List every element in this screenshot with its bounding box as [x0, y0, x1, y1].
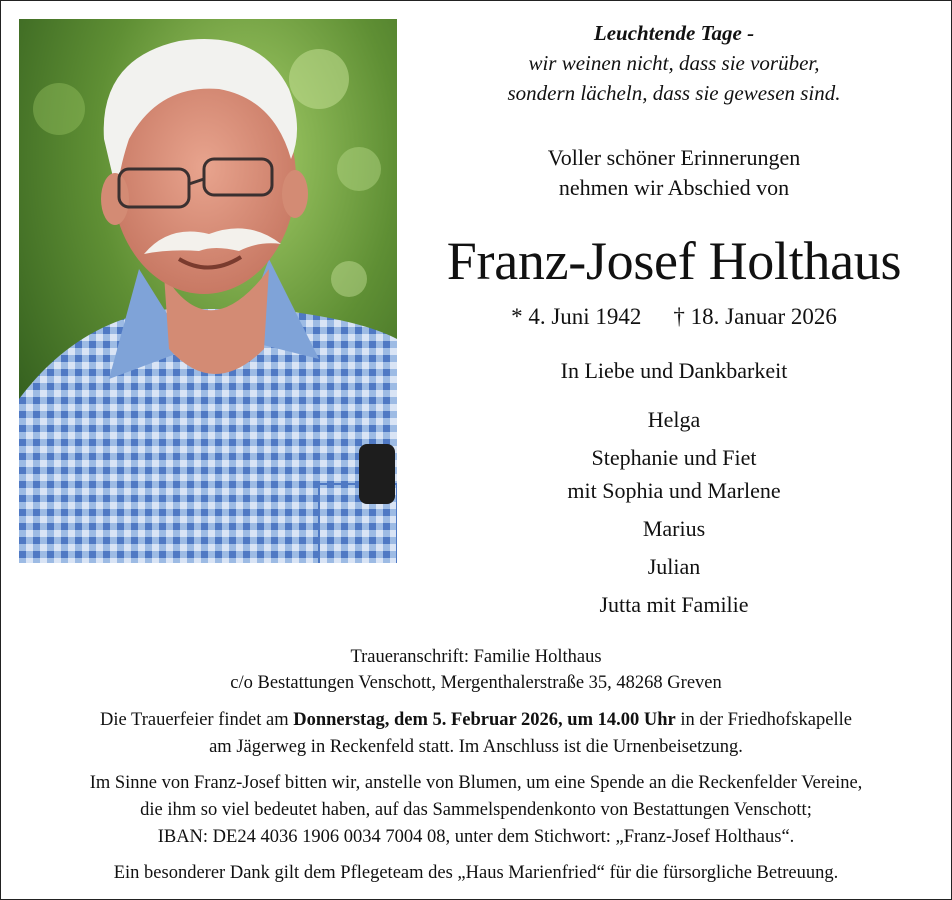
address-line-2: c/o Bestattungen Venschott, Mergenthalerstraße 35, 48268 Greven [230, 673, 722, 693]
mourners-list [414, 403, 934, 621]
death-date: † 18. Januar 2026 [673, 304, 837, 329]
poem-title: Leuchtende Tage - [593, 21, 755, 45]
mourning-address [0, 644, 952, 696]
thanks-note: Ein besonderer Dank gilt dem Pflegeteam des „Haus Marienfried“ für die fürsorgliche Betreuung. [113, 863, 839, 883]
donation-line-3: IBAN: DE24 4036 1906 0034 7004 08, unter dem Stichwort: „Franz-Josef Holthaus“. [157, 827, 795, 847]
life-dates [414, 302, 934, 332]
portrait-illustration [19, 19, 397, 563]
deceased-name: Franz-Josef Holthaus [446, 231, 902, 291]
ceremony-line-1 [0, 707, 952, 734]
donation-notice [0, 770, 952, 851]
ceremony-line-2: am Jägerweg in Reckenfeld statt. Im Anschluss ist die Urnenbeisetzung. [209, 737, 743, 757]
mourner: Jutta mit Familie [599, 592, 749, 617]
mourner: Marius [642, 516, 706, 541]
intro-line-1: Voller schöner Erinnerungen [547, 145, 801, 170]
ceremony-date: Donnerstag, dem 5. Februar 2026, um 14.00 Uhr [293, 710, 676, 730]
ceremony-post: in der Friedhofskapelle [675, 710, 852, 730]
farewell-intro [414, 143, 934, 203]
ceremony-pre: Die Trauerfeier findet am [100, 710, 294, 730]
closing-phrase: In Liebe und Dankbarkeit [560, 358, 788, 383]
poem-line-1: wir weinen nicht, dass sie vorüber, [528, 51, 820, 75]
mourner: Stephanie und Fiet [591, 445, 757, 470]
ceremony-notice [0, 707, 952, 761]
birth-date: * 4. Juni 1942 [511, 304, 642, 329]
intro-line-2: nehmen wir Abschied von [558, 175, 790, 200]
donation-line-2: die ihm so viel bedeutet haben, auf das Sammelspendenkonto von Bestattungen Venschott; [140, 800, 812, 820]
mourner: Julian [647, 554, 701, 579]
donation-line-1: Im Sinne von Franz-Josef bitten wir, anstelle von Blumen, um eine Spende an die Reckenfelder Vereine, [89, 773, 863, 793]
portrait-photo [19, 19, 397, 563]
poem [414, 18, 934, 108]
address-line-1: Traueranschrift: Familie Holthaus [350, 647, 602, 667]
mourner: Helga [647, 407, 701, 432]
mourner: mit Sophia und Marlene [567, 478, 781, 503]
poem-line-2: sondern lächeln, dass sie gewesen sind. [507, 81, 841, 105]
